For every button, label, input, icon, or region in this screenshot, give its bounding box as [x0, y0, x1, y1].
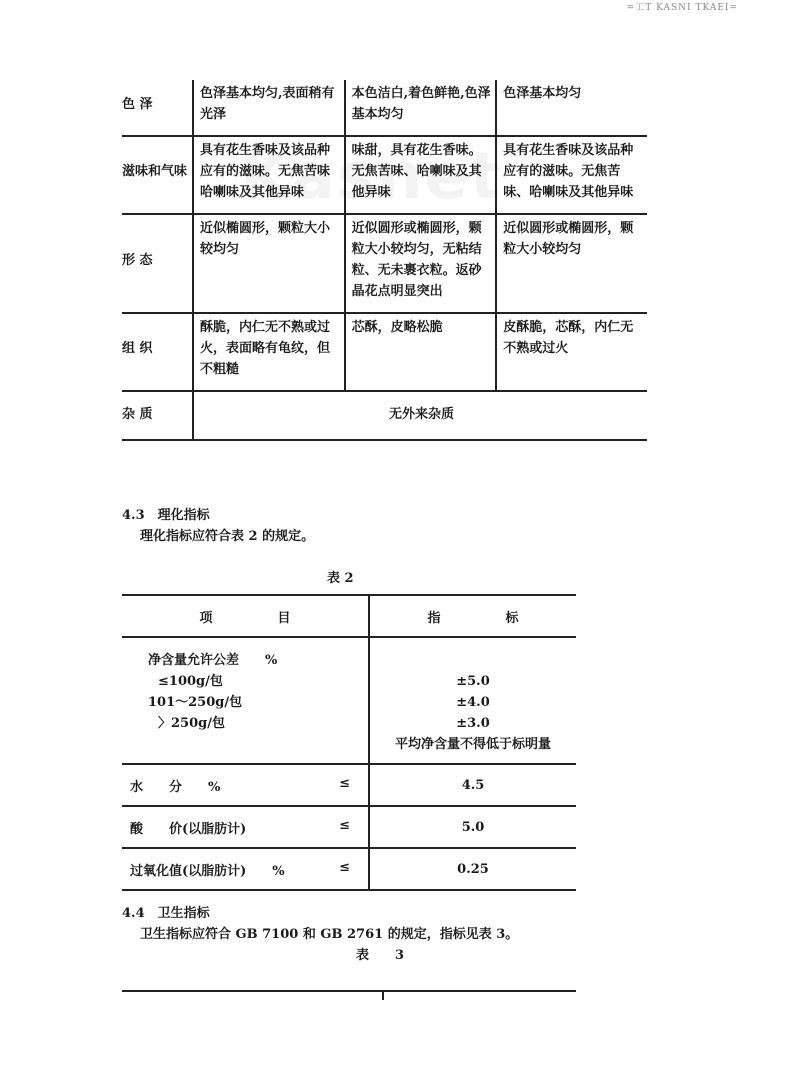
item-label: 过氧化值(以脂肪计) %	[130, 863, 285, 879]
table-cell: 色泽基本均匀	[496, 80, 647, 136]
table-row	[122, 313, 647, 391]
section-text: 理化指标应符合表 2 的规定。	[140, 529, 315, 544]
header-mark: =工T KASNI TKAEI=	[626, 3, 738, 13]
table-cell	[122, 764, 369, 806]
table-cell: 酥脆，内仁无不熟或过火，表面略有龟纹，但不粗糙	[193, 313, 345, 391]
net-sub: ≤100g/包	[158, 674, 223, 689]
table-cell: 5.0	[369, 806, 576, 848]
table-row	[122, 764, 576, 806]
row-label: 形 态	[122, 252, 153, 268]
table-cell: 色泽基本均匀,表面稍有光泽	[193, 80, 345, 136]
table-rule	[122, 990, 576, 992]
net-value: ±5.0	[456, 674, 490, 689]
sensory-table	[122, 80, 647, 441]
section-text: 卫生指标应符合 GB 7100 和 GB 2761 的规定，指标见表 3。	[140, 927, 519, 942]
net-note: 平均净含量不得低于标明量	[394, 737, 551, 752]
table-caption: 表 3	[356, 948, 405, 963]
table-cell: 无外来杂质	[193, 391, 647, 440]
table-caption: 表 2	[327, 571, 354, 586]
table-cell: 近似圆形或椭圆形，颗粒大小较均匀	[496, 214, 647, 313]
table-cell: 味甜，具有花生香味。无焦苦味、哈喇味及其他异味	[345, 136, 497, 214]
net-value: ±4.0	[456, 695, 490, 710]
table-cell: 具有花生香味及该品种应有的滋味。无焦苦味、哈喇味及其他异味	[496, 136, 647, 214]
operator: ≤	[339, 775, 350, 791]
table-header-row	[122, 595, 576, 637]
row-label: 色 泽	[122, 96, 153, 112]
table-cell	[369, 637, 576, 764]
section-heading: 4.3 理化指标	[122, 508, 210, 523]
table-row	[122, 848, 576, 890]
table-cell: 近似椭圆形，颗粒大小较均匀	[193, 214, 345, 313]
table-cell	[122, 848, 369, 890]
operator: ≤	[339, 817, 350, 833]
net-sub: 〉250g/包	[158, 716, 225, 731]
header-index: 指 标	[369, 595, 576, 637]
physicochemical-table	[122, 594, 576, 891]
table-cell: 近似圆形或椭圆形，颗粒大小较均匀，无粘结粒、无未裹衣粒。返砂晶花点明显突出	[345, 214, 497, 313]
table-cell: 芯酥，皮略松脆	[345, 313, 497, 391]
table-rule	[382, 990, 384, 1000]
net-value: ±3.0	[456, 716, 490, 731]
table-cell: 具有花生香味及该品种应有的滋味。无焦苦味哈喇味及其他异味	[193, 136, 345, 214]
table-row	[122, 806, 576, 848]
header-item: 项 目	[199, 610, 291, 626]
net-sub: 101～250g/包	[148, 695, 243, 710]
table-cell: 4.5	[369, 764, 576, 806]
item-label: 酸 价(以脂肪计)	[130, 821, 247, 837]
table-cell: 本色洁白,着色鲜艳,色泽基本均匀	[345, 80, 497, 136]
operator: ≤	[339, 859, 350, 875]
table-row	[122, 136, 647, 214]
table-row	[122, 637, 576, 764]
row-label: 滋味和气味	[122, 164, 188, 179]
table-row	[122, 80, 647, 136]
net-title: 净含量允许公差 %	[148, 653, 278, 668]
row-label: 组 织	[122, 341, 153, 356]
section-heading: 4.4 卫生指标	[122, 906, 210, 921]
table-cell: 0.25	[369, 848, 576, 890]
row-label: 杂 质	[122, 407, 153, 422]
table-cell: 皮酥脆，芯酥，内仁无不熟或过火	[496, 313, 647, 391]
table-cell	[122, 637, 369, 764]
table-row	[122, 214, 647, 313]
item-label: 水 分 %	[130, 779, 221, 795]
table-cell	[122, 806, 369, 848]
table-row	[122, 391, 647, 440]
